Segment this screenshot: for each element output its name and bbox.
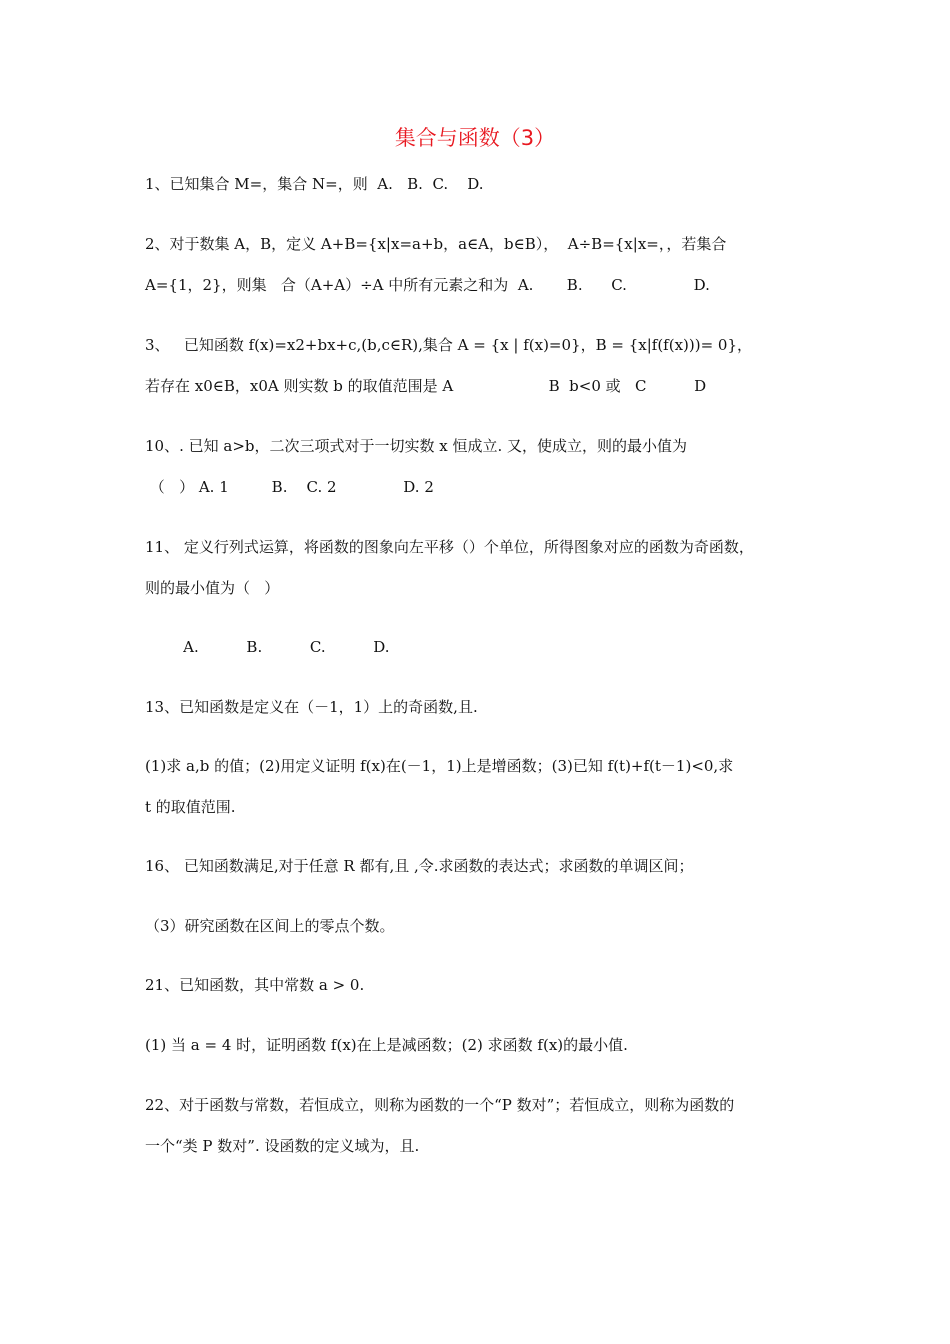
question-10-line-1: 10、. 已知 a>b，二次三项式对于一切实数 x 恒成立. 又，使成立，则的最小值为: [145, 437, 688, 455]
question-16-line-2: （3）研究函数在区间上的零点个数。: [145, 917, 395, 935]
question-13-line-2: (1)求 a,b 的值；(2)用定义证明 f(x)在(－1，1)上是增函数；(3)已知 f(t)+f(t－1)<0,求: [145, 757, 734, 775]
question-13-line-3: t 的取值范围.: [145, 798, 236, 816]
question-3-line-2: 若存在 x0∈B，x0A 则实数 b 的取值范围是 A B b<0 或 C D: [145, 377, 707, 395]
question-1: 1、已知集合 M=，集合 N=，则 A. B. C. D.: [145, 175, 484, 193]
question-16-line-1: 16、 已知函数满足,对于任意 R 都有,且 ,令.求函数的表达式；求函数的单调区间；: [145, 857, 694, 875]
page-title: 集合与函数（3）: [394, 126, 556, 150]
question-2-line-2: A={1，2}，则集 合（A+A）÷A 中所有元素之和为 A. B. C. D.: [145, 276, 710, 294]
question-10-line-2: （ ） A. 1 B. C. 2 D. 2: [145, 478, 434, 496]
question-3-line-1: 3、 已知函数 f(x)=x2+bx+c,(b,c∈R),集合 A = {x | f(x)=0}，B = {x|f(f(x)))= 0}，: [145, 336, 753, 354]
question-21-line-2: (1) 当 a = 4 时，证明函数 f(x)在上是减函数；(2) 求函数 f(x)的最小值.: [145, 1036, 628, 1054]
question-21-line-1: 21、已知函数，其中常数 a > 0.: [145, 976, 365, 994]
question-11-line-2: 则的最小值为（ ）: [145, 579, 280, 597]
question-11-options: A. B. C. D.: [145, 638, 390, 656]
question-2-line-1: 2、对于数集 A，B，定义 A+B={x|x=a+b，a∈A，b∈B）， A÷B={x|x=，，若集合: [145, 235, 727, 253]
question-11-line-1: 11、 定义行列式运算，将函数的图象向左平移（）个单位，所得图象对应的函数为奇函数，: [145, 538, 754, 556]
question-22-line-2: 一个“类 P 数对”. 设函数的定义域为，且.: [145, 1137, 420, 1155]
question-13-line-1: 13、已知函数是定义在（－1，1）上的奇函数,且.: [145, 698, 478, 716]
question-22-line-1: 22、对于函数与常数，若恒成立，则称为函数的一个“P 数对”；若恒成立，则称为函数的: [145, 1096, 735, 1114]
